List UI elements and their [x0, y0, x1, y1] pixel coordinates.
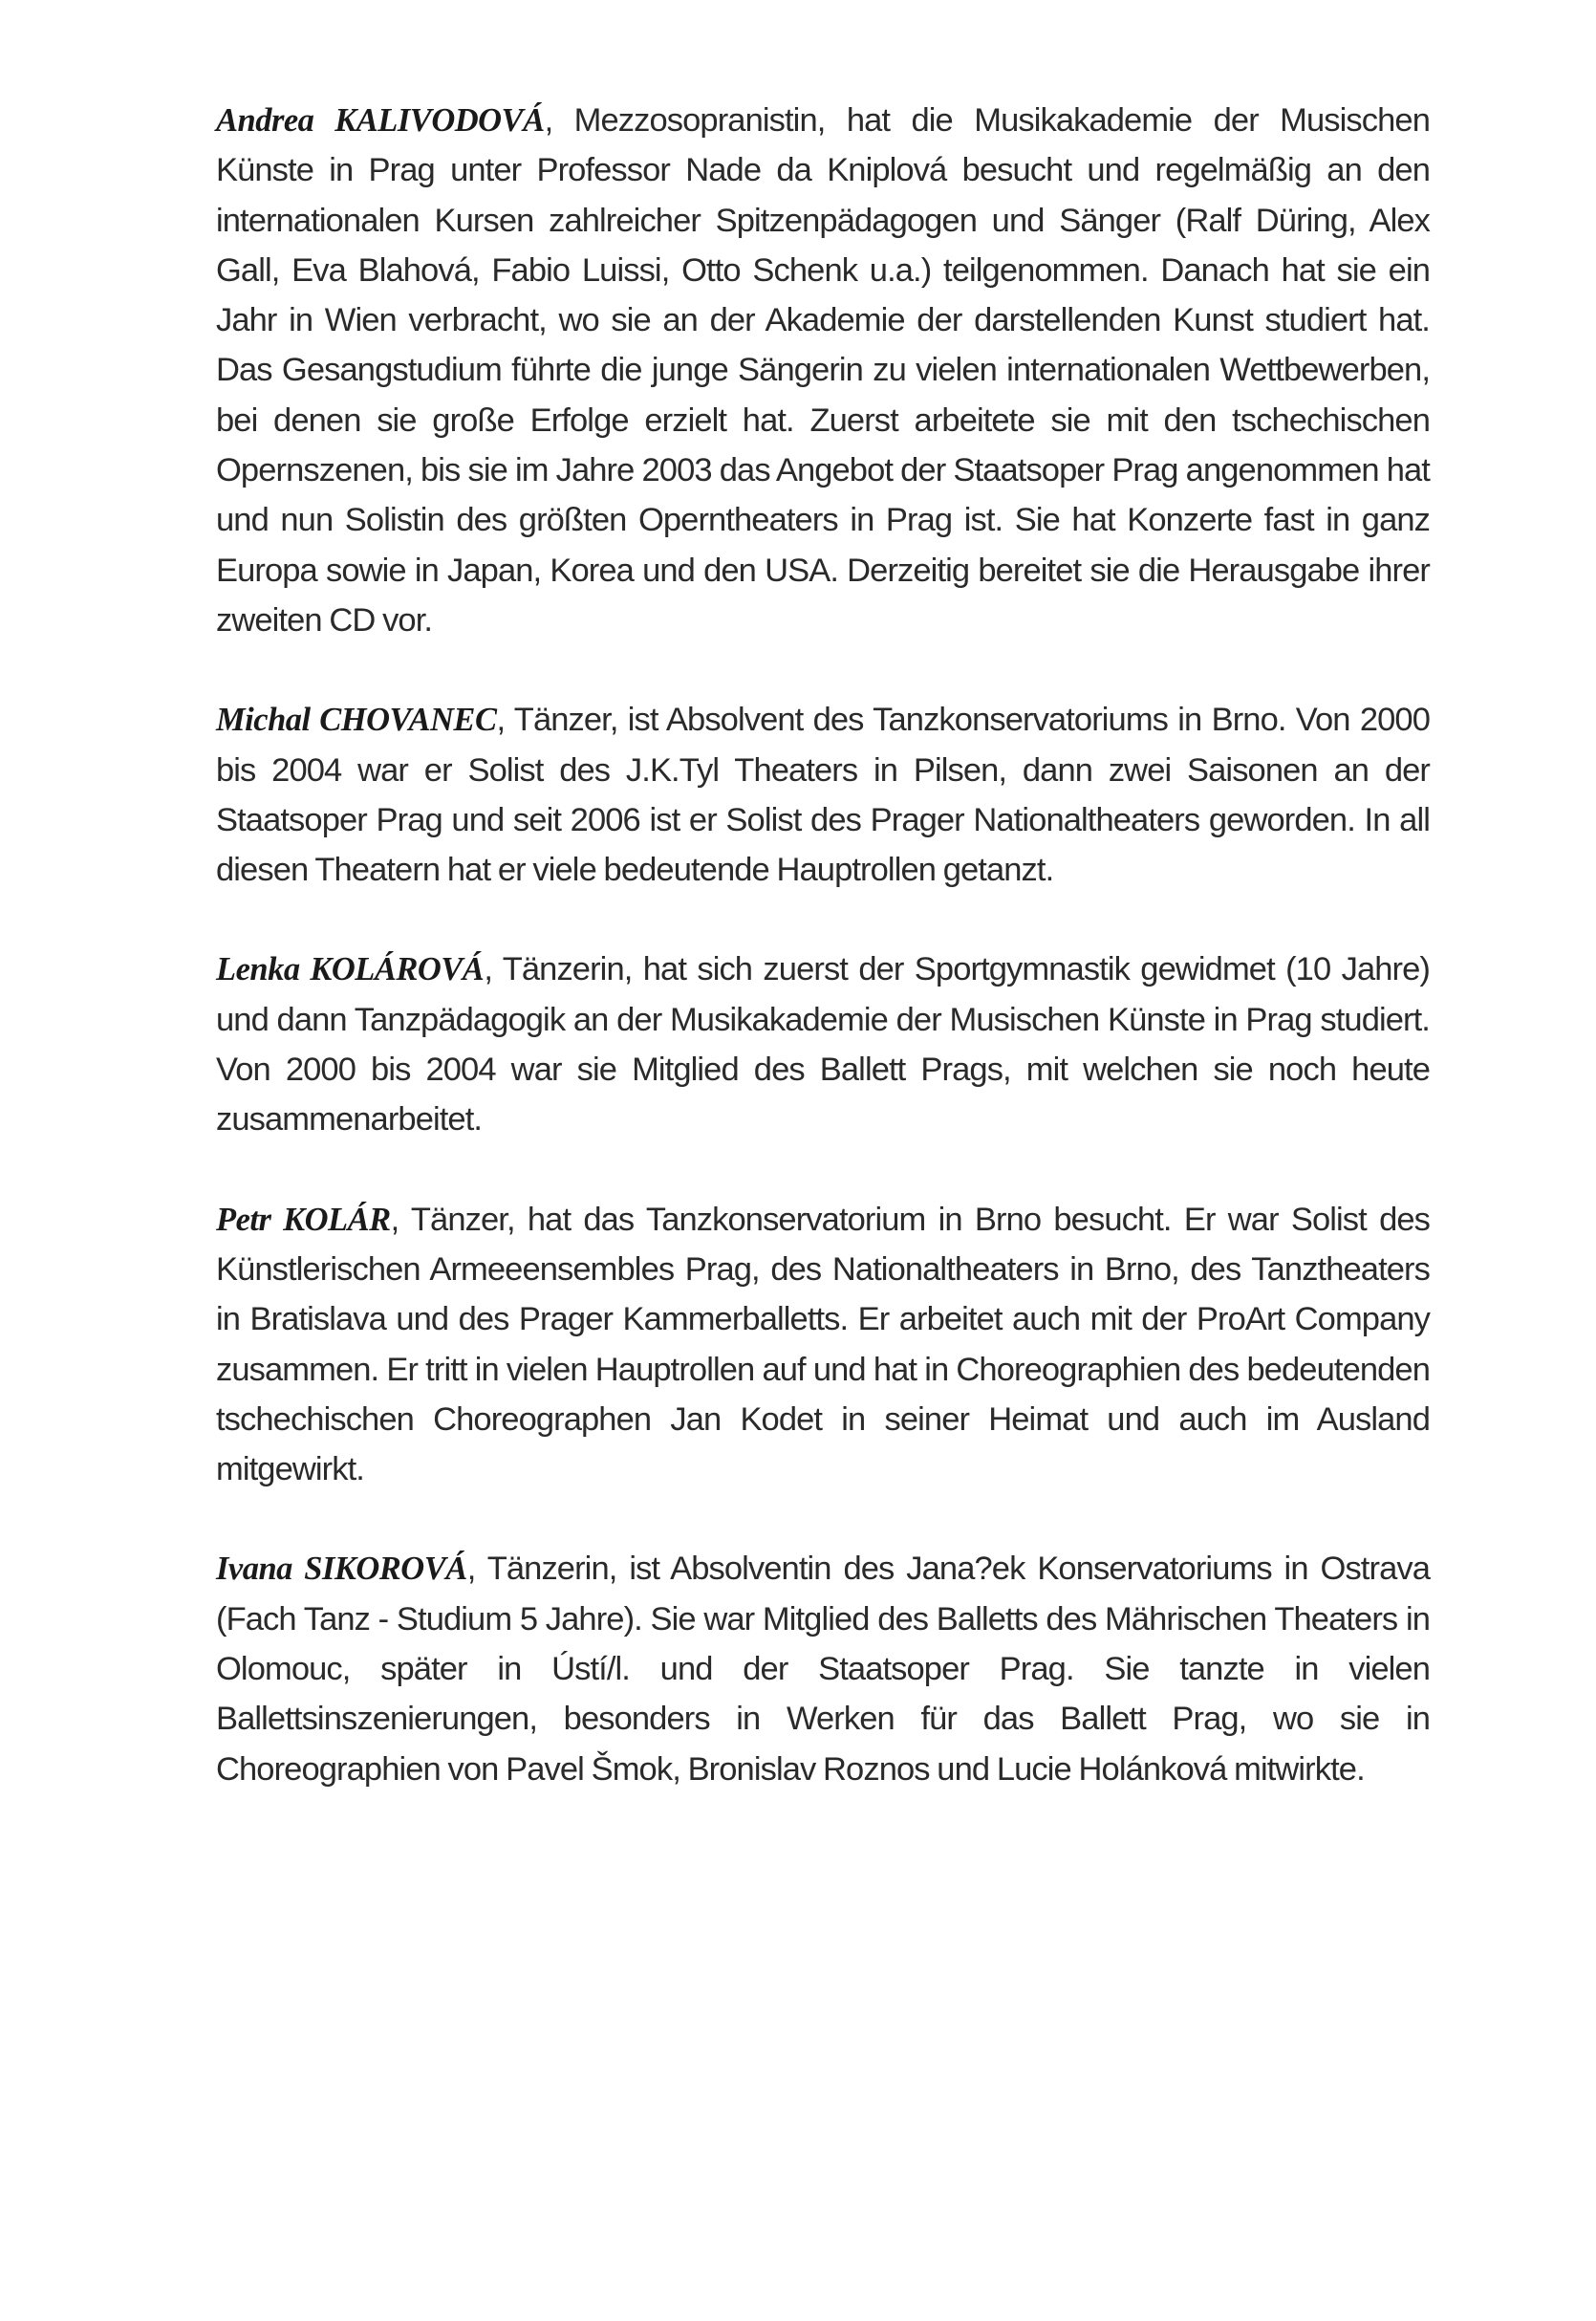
bio-name: Andrea KALIVODOVÁ: [216, 102, 545, 139]
bio-text: , Mezzosopranistin, hat die Musikakademie der Musischen Künste in Prag unter Professor Nade da Kniplová besucht und regelmäßig an den internationalen Kursen zahlreicher Spitzenpädagogen und Sänger (Ralf Düring, Alex Gall, Eva Blahová, Fabio Luissi, Otto Schenk u.a.) teilgenommen. Danach hat sie ein Jahr in Wien verbracht, wo sie an der Akademie der darstellenden Kunst studiert hat. Das Gesangstudium führte die junge Sängerin zu vielen internationalen Wettbewerben, bei denen sie große Erfolge erzielt hat. Zuerst arbeitete sie mit den tschechischen Opernszenen, bis sie im Jahre 2003 das Angebot der Staatsoper Prag angenommen hat und nun Solistin des größten Operntheaters in Prag ist. Sie hat Konzerte fast in ganz Europa sowie in Japan, Korea und den USA. Derzeitig bereitet sie die Herausgabe ihrer zweiten CD vor.: [216, 102, 1430, 639]
bio-text: , Tänzer, hat das Tanzkonservatorium in Brno besucht. Er war Solist des Künstlerischen Armeeensembles Prag, des Nationaltheaters in Brno, des Tanztheaters in Bratislava und des Prager Kammerballetts. Er arbeitet auch mit der ProArt Company zusammen. Er tritt in vielen Hauptrollen auf und hat in Choreographien des bedeutenden tschechischen Choreographen Jan Kodet in seiner Heimat und auch im Ausland mitgewirkt.: [216, 1201, 1430, 1488]
bio-paragraph-kolar: [216, 1195, 1430, 1495]
bio-paragraph-kalivodova: [216, 96, 1430, 645]
bio-name: Petr KOLÁR: [216, 1201, 391, 1238]
bio-name: Michal CHOVANEC: [216, 702, 497, 739]
bio-text: , Tänzerin, hat sich zuerst der Sportgymnastik gewidmet (10 Jahre) und dann Tanzpädagogik an der Musikakademie der Musischen Künste in Prag studiert. Von 2000 bis 2004 war sie Mitglied des Ballett Prags, mit welchen sie noch heute zusammenarbeitet.: [216, 951, 1430, 1139]
bio-paragraph-kolarova: [216, 944, 1430, 1144]
bio-paragraph-sikorova: [216, 1544, 1430, 1793]
document-page: [216, 96, 1430, 1844]
bio-name: Lenka KOLÁROVÁ: [216, 951, 485, 988]
bio-text: , Tänzer, ist Absolvent des Tanzkonservatoriums in Brno. Von 2000 bis 2004 war er Solist des J.K.Tyl Theaters in Pilsen, dann zwei Saisonen an der Staatsoper Prag und seit 2006 ist er Solist des Prager Nationaltheaters geworden. In all diesen Theatern hat er viele bedeutende Hauptrollen getanzt.: [216, 702, 1430, 889]
bio-paragraph-chovanec: [216, 695, 1430, 895]
bio-name: Ivana SIKOROVÁ: [216, 1551, 467, 1588]
bio-text: , Tänzerin, ist Absolventin des Jana?ek Konservatoriums in Ostrava (Fach Tanz - Studium 5 Jahre). Sie war Mitglied des Balletts des Mährischen Theaters in Olomouc, später in Ústí/l. und der Staatsoper Prag. Sie tanzte in vielen Ballettsinszenierungen, besonders in Werken für das Ballett Prag, wo sie in Choreographien von Pavel Šmok, Bronislav Roznos und Lucie Holánková mitwirkte.: [216, 1551, 1430, 1788]
